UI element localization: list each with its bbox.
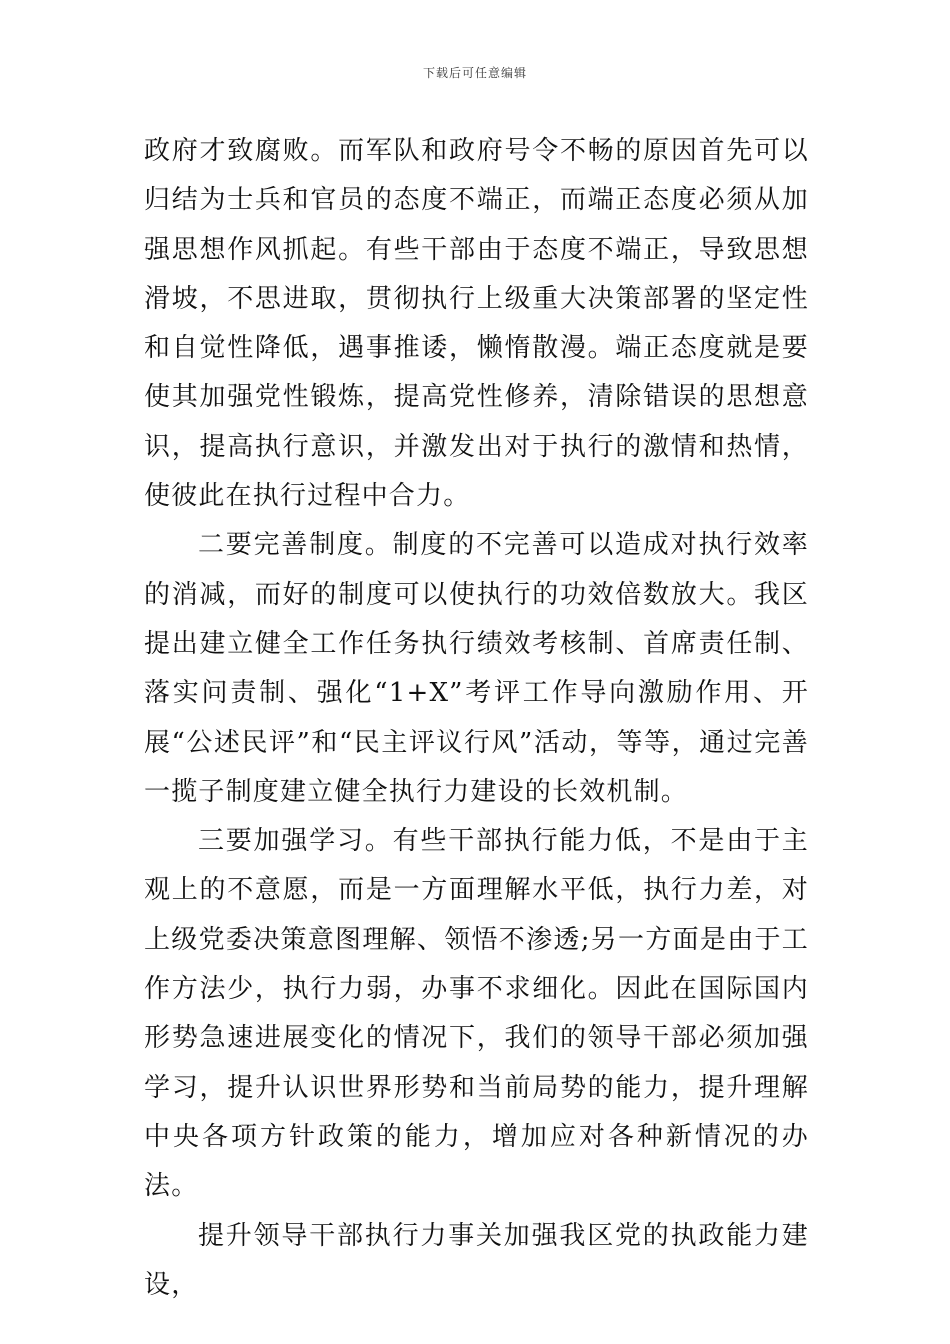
document-body xyxy=(144,127,809,1310)
paragraph-leadership-execution: 提升领导干部执行力事关加强我区党的执政能力建设， xyxy=(144,1220,809,1300)
paragraph-continued: 政府才致腐败。而军队和政府号令不畅的原因首先可以归结为士兵和官员的态度不端正，而端正态度必须从加强思想作风抓起。有些干部由于态度不端正，导致思想滑坡，不思进取，贯彻执行上级重大决策部署的坚定性和自觉性降低，遇事推诿，懒惰散漫。端正态度就是要使其加强党性锻炼，提高党性修养，清除错误的思想意识，提高执行意识，并激发出对于执行的激情和热情，使彼此在执行过程中合力。 xyxy=(144,136,809,512)
paragraph-improve-system: 二要完善制度。制度的不完善可以造成对执行效率的消减，而好的制度可以使执行的功效倍数放大。我区提出建立健全工作任务执行绩效考核制、首席责任制、落实问责制、强化“1+X”考评工作导向激励作用、开展“公述民评”和“民主评议行风”活动，等等，通过完善一揽子制度建立健全执行力建设的长效机制。 xyxy=(144,530,809,807)
paragraph-strengthen-study: 三要加强学习。有些干部执行能力低，不是由于主观上的不意愿，而是一方面理解水平低，执行力差，对上级党委决策意图理解、领悟不渗透;另一方面是由于工作方法少，执行力弱，办事不求细化。因此在国际国内形势急速进展变化的情况下，我们的领导干部必须加强学习，提升认识世界形势和当前局势的能力，提升理解中央各项方针政策的能力，增加应对各种新情况的办法。 xyxy=(144,826,809,1202)
page-header: 下载后可任意编辑 xyxy=(422,66,527,80)
